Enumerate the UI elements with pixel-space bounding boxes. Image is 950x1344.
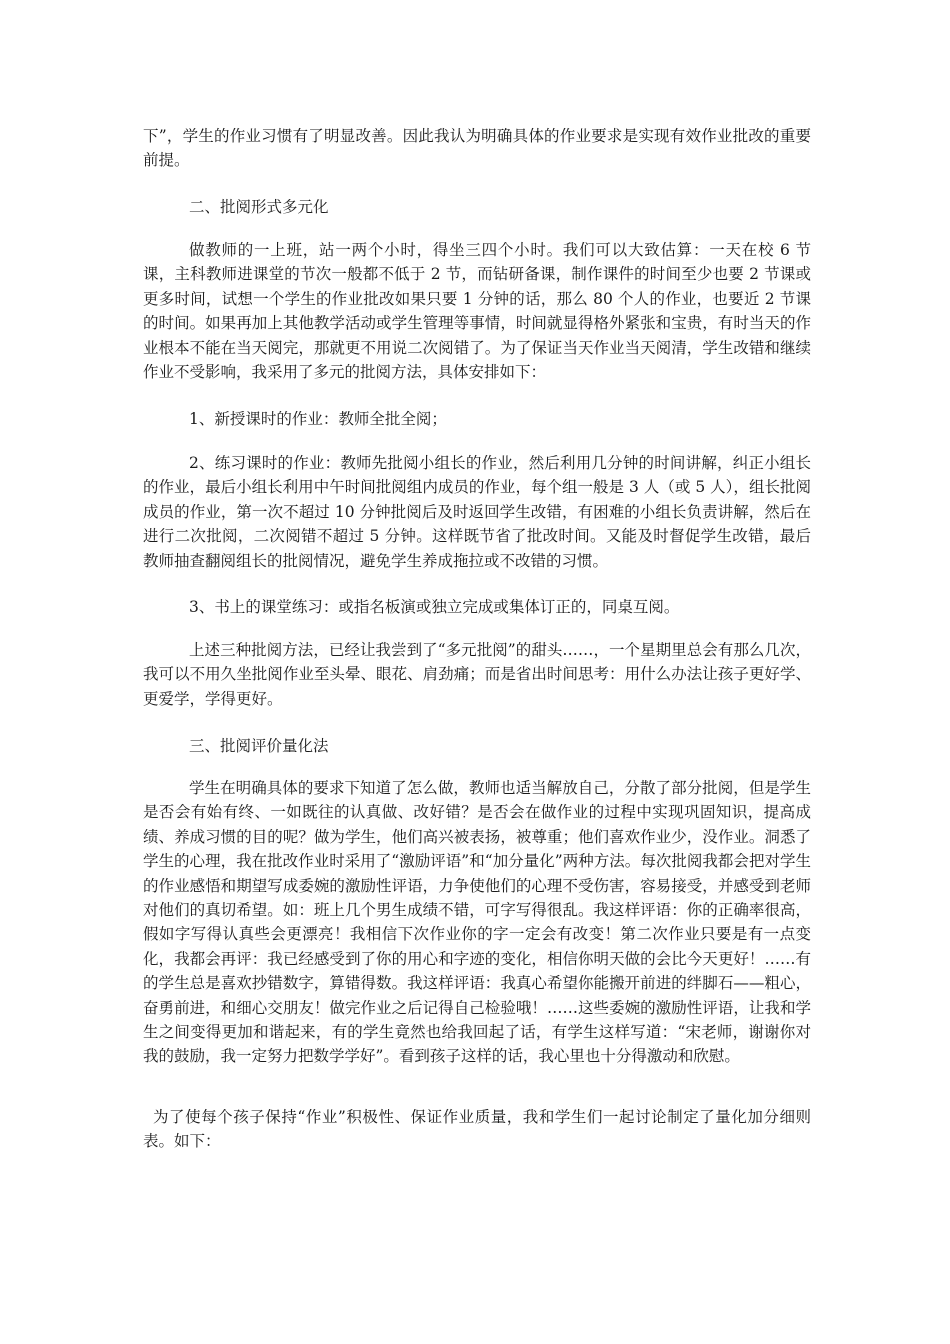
method-item-1: 1、新授课时的作业：教师全批全阅；	[189, 410, 447, 428]
section-heading-3: 三、批阅评价量化法	[189, 737, 329, 755]
teacher-time-paragraph: 做教师的一上班，站一两个小时，得坐三四个小时。我们可以大致估算：一天在校 6 节课，主科教师进课堂的节次一般都不低于 2 节，而钻研备课，制作课件的时间至少也要 2 节课或更多时间，试想一个学生的作业批改如果只要 1 分钟的话，那么 80 个人的作业，也要近 2 节课的时间。如果再加上其他教学活动或学生管理等事情，时间就显得格外紧张和宝贵，有时当天的作业根本不能在当天阅完，那就更不用说二次阅错了。为了保证当天作业当天阅清，学生改错和继续作业不受影响，我采用了多元的批阅方法，具体安排如下：	[143, 241, 811, 382]
section-heading-2: 二、批阅形式多元化	[189, 198, 329, 216]
evaluation-paragraph: 学生在明确具体的要求下知道了怎么做，教师也适当解放自己，分散了部分批阅，但是学生是否会有始有终、一如既往的认真做、改好错？是否会在做作业的过程中实现巩固知识，提高成绩、养成习惯的目的呢？做为学生，他们高兴被表扬，被尊重；他们喜欢作业少，没作业。洞悉了学生的心理，我在批改作业时采用了“激励评语”和“加分量化”两种方法。每次批阅我都会把对学生的作业感悟和期望写成委婉的激励性评语，力争使他们的心理不受伤害，容易接受，并感受到老师对他们的真切希望。如：班上几个男生成绩不错，可字写得很乱。我这样评语：你的正确率很高，假如字写得认真些会更漂亮！我相信下次作业你的字一定会有改变！第二次作业只要是有一点变化，我都会再评：我已经感受到了你的用心和字迹的变化，相信你明天做的会比今天更好！……有的学生总是喜欢抄错数字，算错得数。我这样评语：我真心希望你能搬开前进的绊脚石——粗心，奋勇前进，和细心交朋友！做完作业之后记得自己检验哦！……这些委婉的激励性评语，让我和学生之间变得更加和谐起来，有的学生竟然也给我回起了话，有学生这样写道：“宋老师，谢谢你对我的鼓励，我一定努力把数学学好”。看到孩子这样的话，我心里也十分得激动和欣慰。	[143, 779, 811, 1066]
intro-paragraph: 下”，学生的作业习惯有了明显改善。因此我认为明确具体的作业要求是实现有效作业批改的重要前提。	[143, 127, 811, 170]
closing-paragraph: 为了使每个孩子保持“作业”积极性、保证作业质量，我和学生们一起讨论制定了量化加分细则表。如下：	[143, 1108, 811, 1151]
method-item-2: 2、练习课时的作业：教师先批阅小组长的作业，然后利用几分钟的时间讲解，纠正小组长的作业，最后小组长利用中午时间批阅组内成员的作业，每个组一般是 3 人（或 5 人），组长批阅成员的作业，第一次不超过 10 分钟批阅后及时返回学生改错，有困难的小组长负责讲解，然后在进行二次批阅，二次阅错不超过 5 分钟。这样既节省了批改时间。又能及时督促学生改错，最后教师抽查翻阅组长的批阅情况，避免学生养成拖拉或不改错的习惯。	[143, 454, 811, 570]
summary-paragraph: 上述三种批阅方法，已经让我尝到了“多元批阅”的甜头……，一个星期里总会有那么几次，我可以不用久坐批阅作业至头晕、眼花、肩劲痛；而是省出时间思考：用什么办法让孩子更好学、更爱学，学得更好。	[143, 641, 811, 708]
method-item-3: 3、书上的课堂练习：或指名板演或独立完成或集体订正的，同桌互阅。	[189, 598, 680, 616]
